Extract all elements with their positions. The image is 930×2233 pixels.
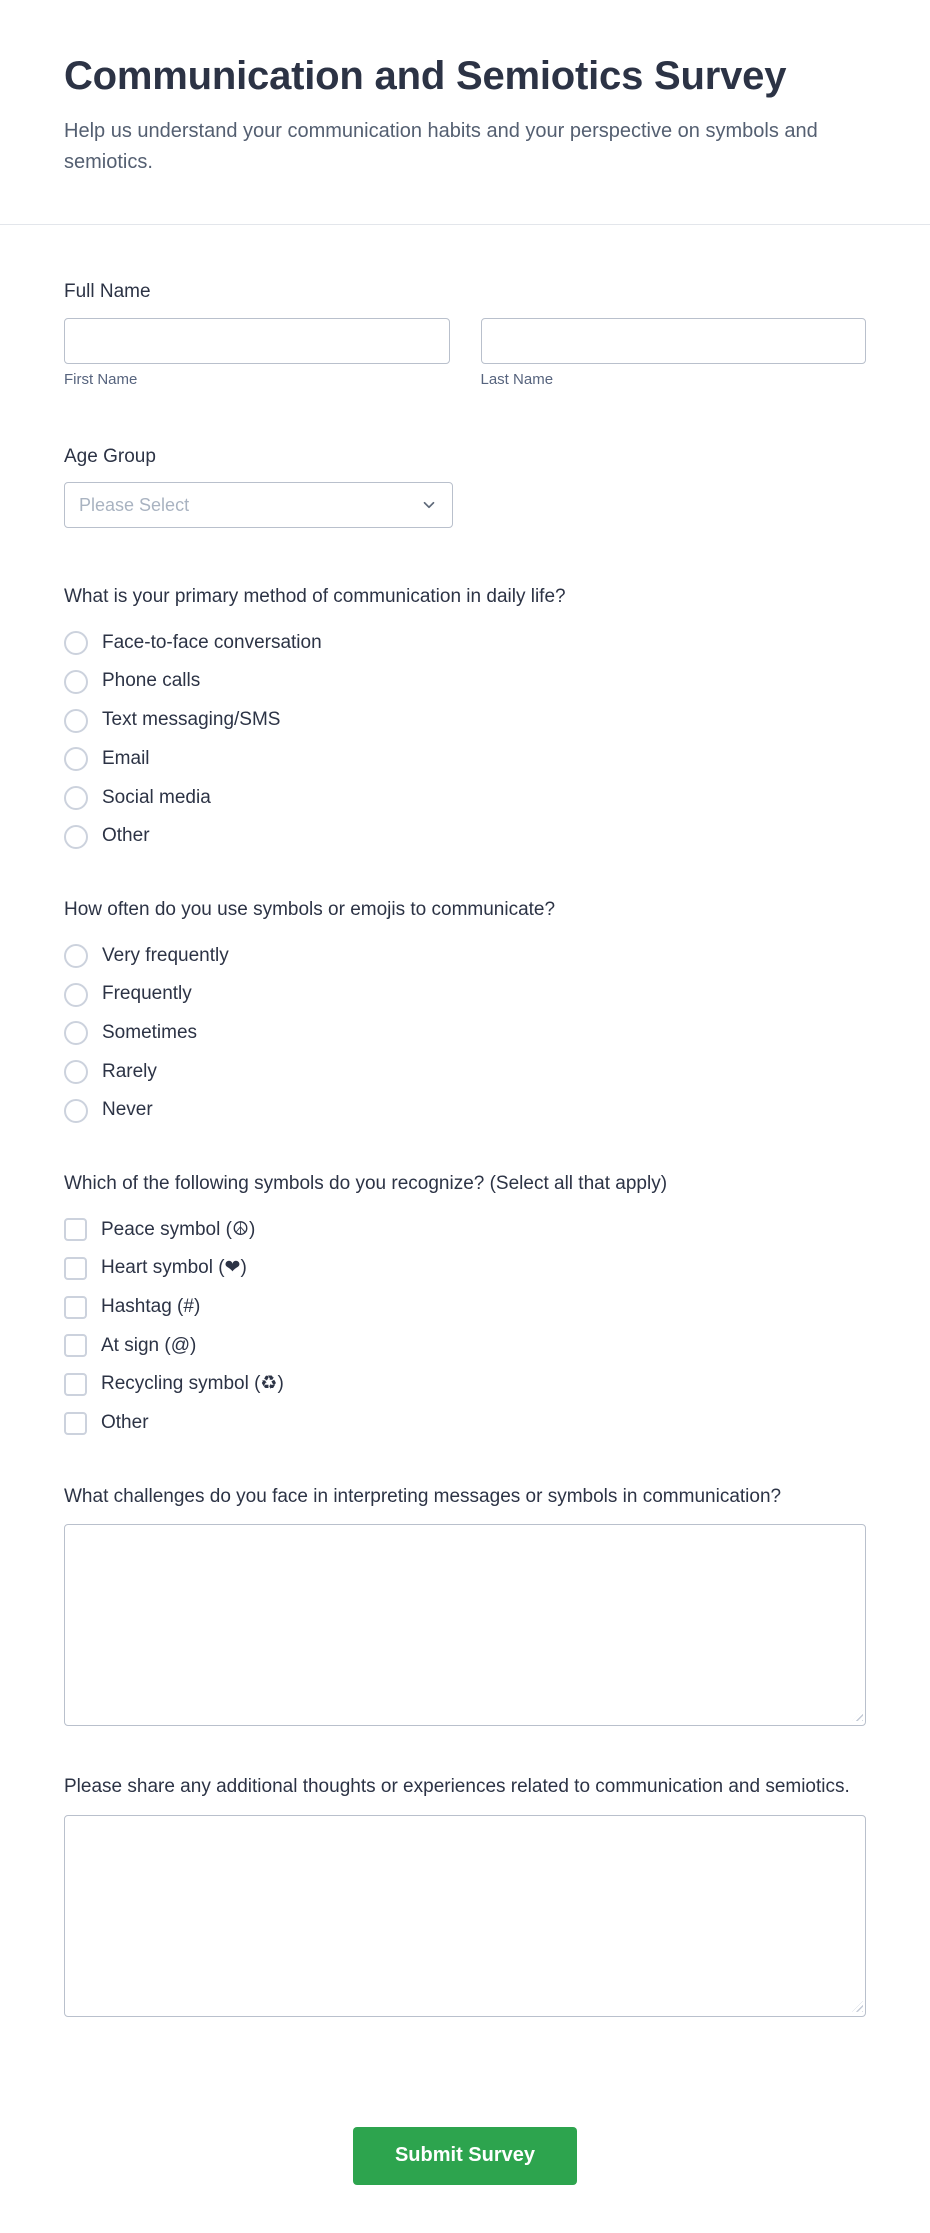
additional-thoughts-textarea[interactable] [64,1815,866,2017]
additional-thoughts-textarea-wrap [64,1815,866,2017]
radio-button[interactable] [64,670,88,694]
age-group-select[interactable] [64,482,453,528]
radio-option[interactable] [64,824,866,849]
checkbox-option[interactable] [64,1372,866,1397]
radio-button[interactable] [64,825,88,849]
submit-row [64,2065,866,2233]
checkbox-option-label: Recycling symbol (♻) [101,1373,284,1395]
radio-option[interactable] [64,1060,866,1085]
checkbox-option-label: Hashtag (#) [101,1295,201,1317]
radio-option[interactable] [64,786,866,811]
primary-method-label: What is your primary method of communication in daily life? [64,586,566,608]
challenges-label: What challenges do you face in interpreting messages or symbols in communication? [64,1485,782,1507]
symbol-frequency-label: How often do you use symbols or emojis to communicate? [64,898,556,920]
radio-option-label: Phone calls [102,670,201,692]
radio-option-label: Social media [102,786,211,808]
radio-option[interactable] [64,708,866,733]
first-name-input[interactable] [64,318,450,364]
additional-thoughts-question [64,1774,866,2017]
radio-option-label: Very frequently [102,944,229,966]
checkbox-option-label: Other [101,1411,149,1433]
checkbox[interactable] [64,1334,87,1357]
checkbox-option[interactable] [64,1218,866,1243]
checkbox[interactable] [64,1412,87,1435]
radio-button[interactable] [64,747,88,771]
checkbox[interactable] [64,1257,87,1280]
checkbox-option-label: At sign (@) [101,1334,197,1356]
radio-option[interactable] [64,1021,866,1046]
chevron-down-icon [420,496,438,514]
submit-button[interactable]: Submit Survey [353,2127,577,2185]
challenges-textarea[interactable] [64,1524,866,1726]
checkbox-option[interactable] [64,1334,866,1359]
radio-button[interactable] [64,944,88,968]
last-name-input[interactable] [481,318,867,364]
radio-button[interactable] [64,786,88,810]
primary-method-options [64,631,866,849]
symbols-recognized-question [64,1171,866,1436]
page-title: Communication and Semiotics Survey [64,54,787,98]
full-name-field [64,279,866,388]
primary-method-question [64,584,866,849]
radio-option[interactable] [64,747,866,772]
full-name-label: Full Name [64,281,151,302]
radio-option-label: Never [102,1099,153,1121]
radio-button[interactable] [64,1021,88,1045]
radio-option[interactable] [64,669,866,694]
checkbox[interactable] [64,1218,87,1241]
radio-button[interactable] [64,1099,88,1123]
age-group-selected-value: Please Select [79,494,190,515]
checkbox-option[interactable] [64,1256,866,1281]
symbols-recognized-options [64,1218,866,1436]
symbol-frequency-question [64,897,866,1123]
checkbox-option-label: Heart symbol (❤) [101,1257,247,1279]
radio-button[interactable] [64,983,88,1007]
checkbox-option[interactable] [64,1295,866,1320]
challenges-question [64,1484,866,1727]
age-group-field [64,444,866,529]
symbol-frequency-options [64,944,866,1123]
symbols-recognized-label: Which of the following symbols do you recognize? (Select all that apply) [64,1172,668,1194]
radio-option-label: Face-to-face conversation [102,631,322,653]
page-subtitle: Help us understand your communication habits and your perspective on symbols and semiotics. [64,120,818,173]
radio-option[interactable] [64,944,866,969]
radio-option-label: Frequently [102,983,192,1005]
radio-button[interactable] [64,631,88,655]
challenges-textarea-wrap [64,1524,866,1726]
checkbox[interactable] [64,1296,87,1319]
radio-option-label: Email [102,747,150,769]
radio-option[interactable] [64,982,866,1007]
radio-option-label: Text messaging/SMS [102,709,281,731]
radio-button[interactable] [64,709,88,733]
radio-option-label: Rarely [102,1060,157,1082]
radio-option[interactable] [64,631,866,656]
radio-option[interactable] [64,1098,866,1123]
form-header [0,0,930,224]
age-group-label: Age Group [64,445,156,467]
last-name-sublabel: Last Name [480,370,554,388]
checkbox-option[interactable] [64,1411,866,1436]
additional-thoughts-label: Please share any additional thoughts or experiences related to communication and semiotics. [64,1776,850,1798]
radio-button[interactable] [64,1060,88,1084]
checkbox[interactable] [64,1373,87,1396]
radio-option-label: Other [102,825,150,847]
checkbox-option-label: Peace symbol (☮) [101,1218,256,1240]
radio-option-label: Sometimes [102,1021,198,1043]
first-name-sublabel: First Name [64,370,138,388]
